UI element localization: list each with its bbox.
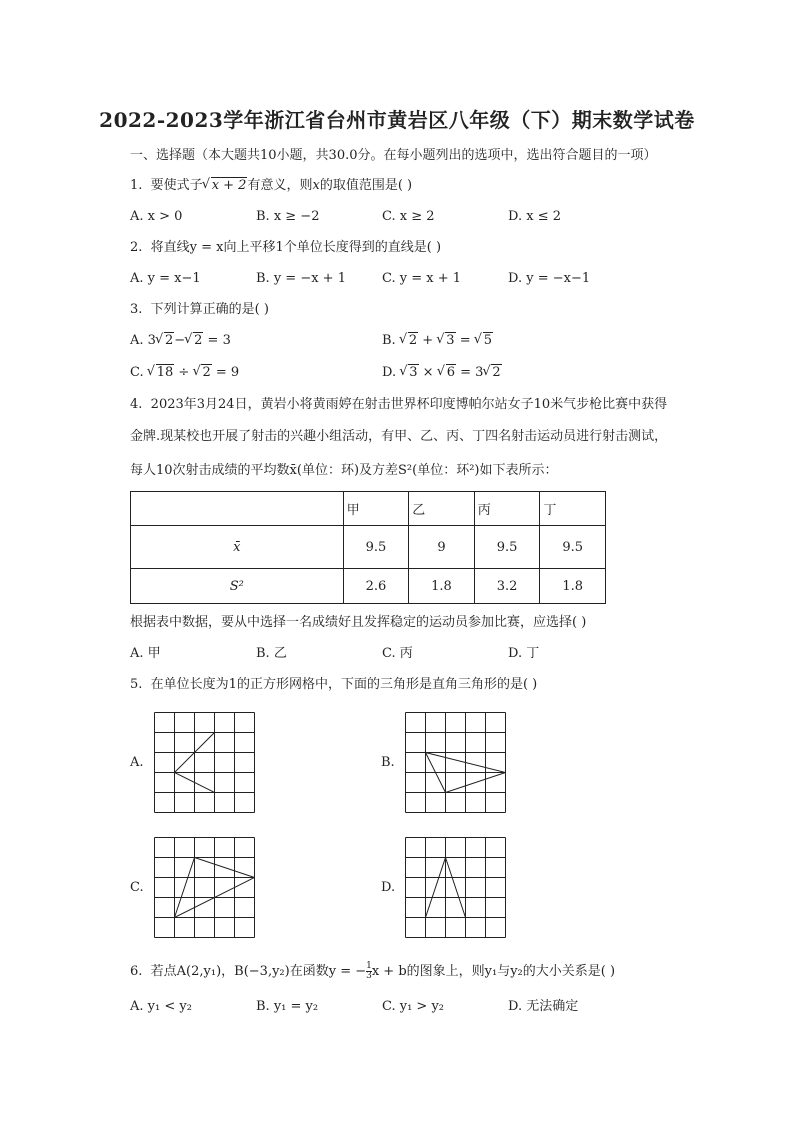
question-number: 1.	[130, 178, 143, 193]
sqrt-expression	[475, 332, 493, 350]
operator: −	[174, 333, 186, 348]
grid-lines	[155, 838, 255, 938]
option-d: D. y = −x−1	[508, 271, 591, 286]
table-cell: 3.2	[474, 569, 540, 604]
exam-title: 2022-2023学年浙江省台州市黄岩区八年级（下）期末数学试卷	[99, 108, 695, 132]
radicand: 3	[446, 333, 455, 348]
option-label: C.	[130, 365, 148, 380]
question-number: 2.	[130, 240, 143, 255]
option-c: C.	[130, 880, 144, 895]
operator: ÷	[174, 365, 194, 380]
radicand: 2	[408, 333, 418, 348]
question-text: 要使式子	[150, 178, 203, 193]
grid-lines	[155, 713, 255, 813]
question-number: 4.	[130, 397, 143, 412]
table-cell: 1.8	[409, 569, 475, 604]
option-b: B. 乙	[256, 646, 287, 661]
option-a: A.	[130, 755, 144, 770]
grid-lines	[406, 713, 506, 813]
numerator: 1	[366, 961, 372, 971]
result: = 3	[203, 333, 231, 348]
option-c: C. 丙	[382, 646, 413, 661]
grid-figure-a	[154, 712, 255, 813]
denominator: 3	[366, 971, 372, 981]
question-text: 有意义，则	[247, 178, 313, 193]
variable: x	[312, 178, 320, 193]
row-label: x̄	[131, 526, 344, 569]
option-b: B.	[381, 755, 395, 770]
radicand: x + 2	[211, 178, 247, 193]
table-header: 丙	[474, 492, 540, 526]
option-c: C. y₁ > y₂	[382, 999, 445, 1014]
sqrt-expression	[437, 332, 455, 350]
table-header	[131, 492, 344, 526]
table-cell: 1.8	[540, 569, 606, 604]
sqrt-expression	[148, 364, 175, 382]
table-cell: 2.6	[343, 569, 409, 604]
option-b: B. y = −x + 1	[256, 271, 346, 286]
question-text: 2023年3月24日，黄岩小将黄雨婷在射击世界杯印度博帕尔站女子10米气步枪比赛中获得	[150, 397, 668, 412]
question-5	[130, 676, 537, 694]
question-number: 5.	[130, 677, 143, 692]
result: = 3	[455, 365, 484, 380]
question-text: 每人10次射击成绩的平均数x̄(单位：环)及方差S²(单位：环²)如下表所示：	[130, 463, 558, 478]
radicand: 2	[164, 333, 174, 348]
radicand: 2	[194, 333, 203, 348]
option-d: D. 丁	[508, 646, 540, 661]
option-b	[382, 332, 493, 350]
option-c: C. x ≥ 2	[382, 209, 435, 224]
question-text: 在单位长度为1的正方形网格中，下面的三角形是直角三角形的是( )	[150, 677, 538, 692]
option-d: D. 无法确定	[508, 999, 579, 1014]
option-a	[130, 332, 231, 350]
sqrt-expression	[156, 332, 174, 350]
question-6	[130, 962, 615, 981]
radicand: 6	[446, 365, 455, 380]
table-cell: 9	[409, 526, 475, 569]
option-b: B. y₁ = y₂	[256, 999, 319, 1014]
option-c	[130, 364, 239, 382]
radicand: 18	[156, 365, 174, 380]
table-cell: 9.5	[474, 526, 540, 569]
grid-figure-c	[154, 837, 255, 938]
sqrt-expression	[400, 364, 418, 382]
table-header: 甲	[343, 492, 409, 526]
grid-figure-b	[405, 712, 506, 813]
grid-figure-d	[405, 837, 506, 938]
option-a: A. y₁ < y₂	[130, 999, 192, 1014]
option-a: A. y = x−1	[130, 271, 201, 286]
section-heading: 一、选择题（本大题共10小题，共30.0分。在每小题列出的选项中，选出符合题目的一项）	[130, 148, 657, 163]
option-d	[382, 364, 502, 382]
radicand: 2	[492, 365, 501, 380]
sqrt-expression	[185, 332, 203, 350]
radicand: 5	[483, 333, 493, 348]
table-header: 乙	[409, 492, 475, 526]
operator: =	[455, 333, 475, 348]
question-text: 金牌.现某校也开展了射击的兴趣小组活动，有甲、乙、丙、丁四名射击运动员进行射击测试，	[130, 429, 668, 444]
sqrt-expression	[483, 364, 501, 382]
data-table	[130, 491, 606, 604]
radicand: 2	[202, 365, 211, 380]
question-number: 3.	[130, 302, 143, 317]
option-a: A. 甲	[130, 646, 161, 661]
question-text: 下列计算正确的是( )	[150, 302, 269, 317]
table-header: 丁	[540, 492, 606, 526]
sqrt-expression	[400, 332, 418, 350]
row-label: S²	[131, 569, 344, 604]
question-2	[130, 239, 441, 257]
question-text: 根据表中数据，要从中选择一名成绩好且发挥稳定的运动员参加比赛，应选择( )	[130, 615, 587, 630]
sqrt-expression	[438, 364, 456, 382]
operator: ×	[418, 365, 438, 380]
option-label: B.	[382, 333, 400, 348]
sqrt-expression	[193, 364, 211, 382]
table-cell: 9.5	[343, 526, 409, 569]
question-number: 6.	[130, 964, 143, 979]
question-text: 若点A(2,y₁)，B(−3,y₂)在函数y = −	[150, 964, 367, 979]
operator: +	[418, 333, 438, 348]
option-d: D. x ≤ 2	[508, 209, 561, 224]
question-text: 将直线y = x向上平移1个单位长度得到的直线是( )	[150, 240, 442, 255]
result: = 9	[211, 365, 240, 380]
question-1	[130, 177, 412, 195]
question-text: x + b的图象上，则y₁与y₂的大小关系是( )	[371, 964, 616, 979]
option-c: C. y = x + 1	[382, 271, 462, 286]
table-cell: 9.5	[540, 526, 606, 569]
sqrt-expression	[203, 177, 248, 195]
radicand: 3	[409, 365, 418, 380]
option-b: B. x ≥ −2	[256, 209, 320, 224]
question-3	[130, 301, 269, 319]
option-a: A. x > 0	[130, 209, 183, 224]
option-d: D.	[381, 880, 396, 895]
question-4	[130, 396, 667, 414]
question-text: 的取值范围是( )	[319, 178, 413, 193]
option-label: A. 3	[130, 333, 156, 348]
option-label: D.	[382, 365, 401, 380]
